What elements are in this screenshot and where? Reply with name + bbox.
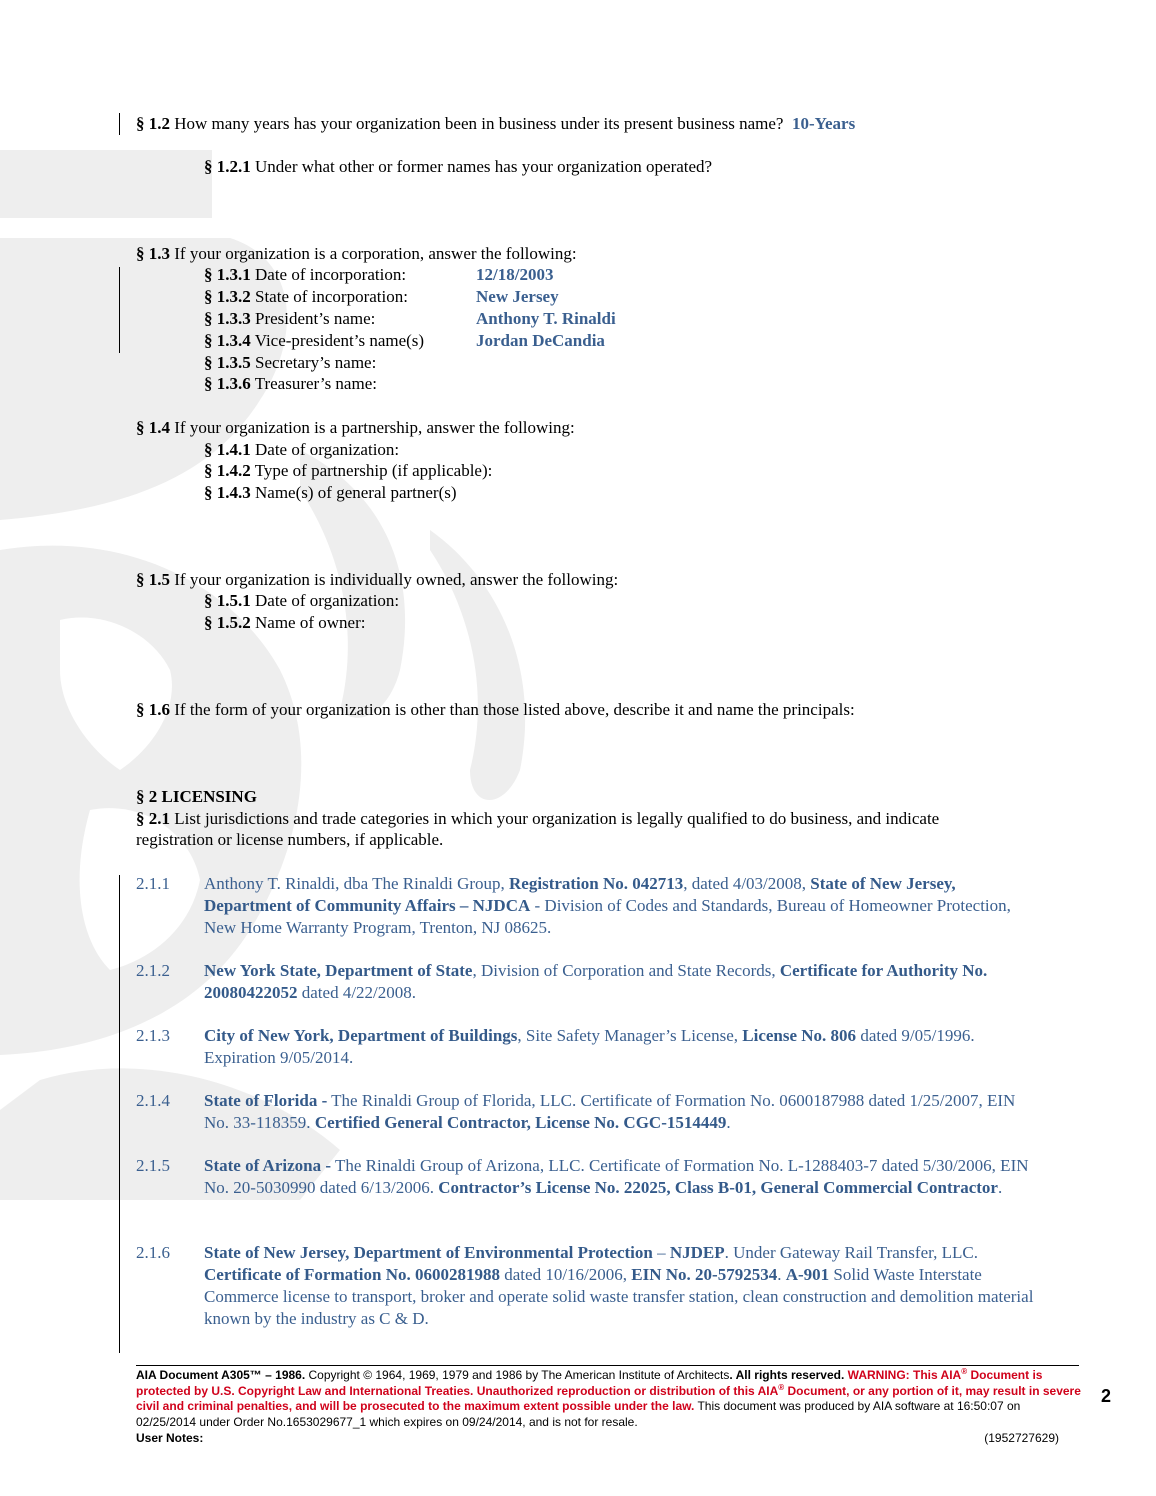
question-text: List jurisdictions and trade categories in which your organization is legally qualified to do business, and indicate [170,809,940,828]
document-id: AIA Document A305™ – 1986. [136,1368,306,1382]
license-entry-number: 2.1.3 [136,1026,170,1045]
question-text: If the form of your organization is other than those listed above, describe it and name the principals: [170,700,855,719]
license-entry-number: 2.1.2 [136,961,170,980]
footer-rule [136,1365,1079,1366]
license-entry-text [204,873,1034,939]
copyright-footer [136,1368,1082,1430]
answer-president: Anthony T. Rinaldi [476,309,616,328]
license-entry-bold: State of Arizona - [204,1156,332,1175]
question-2-1 [136,808,939,830]
warning-text-1: WARNING: This AIA [844,1368,962,1382]
change-bar [119,267,120,353]
license-entry-segment: , dated 4/03/2008, [683,874,811,893]
license-entry-text [204,960,1034,1004]
license-entry-segment: . [997,1178,1003,1197]
question-1-6 [136,699,855,721]
item-1-3-2 [204,286,408,308]
license-entry-text [204,1025,1034,1069]
item-label: Date of organization: [250,591,400,610]
item-label: Name(s) of general partner(s) [250,483,457,502]
question-text: How many years has your organization been in business under its present business name? [170,114,784,133]
license-entry-bold: State of Florida - [204,1091,328,1110]
item-1-3-3 [204,308,375,330]
item-label: Name of owner: [250,613,366,632]
user-notes-row [136,1431,1059,1445]
license-entry-text [204,1242,1034,1330]
produced-text: This document was produced by AIA software at 16:50:07 on 02/25/2014 under Order No.1653029677_1 which expires on 09/24/2014, and is not for resale. [136,1399,1021,1429]
item-label: Treasurer’s name: [250,374,377,393]
license-entry-segment: The Rinaldi Group of Arizona, LLC. Certificate of Formation No. L-1288403-7 dated 5/30/2006, EIN No. 20-5030990 dated 6/13/2006. [204,1156,1029,1197]
item-label: Date of organization: [250,440,400,459]
section-2-heading: § 2 LICENSING [136,787,257,806]
section-number: § 1.4 [136,418,170,437]
license-entry-number: 2.1.1 [136,874,170,893]
warning-text-2: Document is protected by U.S. Copyright Law and International Treaties. Unauthorized reproduction or distribution of this AIA [136,1368,1043,1398]
section-number: § 1.5 [136,570,170,589]
answer-state-incorporation: New Jersey [476,287,559,306]
license-entry-segment: dated 10/16/2006, [500,1265,632,1284]
section-number: § 1.3.4 [204,331,251,350]
license-entry-bold: Certified General Contractor, License No. CGC-1514449 [314,1113,727,1132]
change-bar [119,113,120,135]
section-number: § 1.2.1 [204,157,251,176]
license-entry-segment: - Division of Codes and Standards, Bureau of Homeowner Protection, New Home Warranty Program, Trenton, NJ 08625. [204,896,1011,937]
page-number: 2 [1101,1386,1112,1406]
license-entry-bold: Certificate for Authority No. 20080422052 [204,961,988,1002]
copyright-text: Copyright © 1964, 1969, 1979 and 1986 by The American Institute of Architects [305,1368,730,1382]
license-entry-segment: , Division of Corporation and State Records, [472,961,780,980]
section-number: § 1.4.2 [204,461,251,480]
license-entry-bold: Contractor’s License No. 22025, Class B-01, General Commercial Contractor [438,1178,998,1197]
question-text: If your organization is a partnership, answer the following: [170,418,575,437]
item-1-5-1 [204,590,399,612]
license-entry-segment: . [726,1113,731,1132]
item-label: President’s name: [250,309,376,328]
license-entry-text [204,1155,1034,1199]
registered-mark: ® [961,1367,968,1376]
license-entry-segment: dated 9/05/1996. Expiration 9/05/2014. [204,1026,975,1067]
license-entry-bold: State of New Jersey, Department of Environmental Protection [204,1243,653,1262]
change-bar [119,875,120,1353]
answer-years: 10-Years [791,114,856,133]
item-1-3-4 [204,330,424,352]
item-1-5-2 [204,612,365,634]
item-label: State of incorporation: [250,287,408,306]
section-number: § 1.5.1 [204,591,251,610]
license-entry-number: 2.1.6 [136,1243,170,1262]
section-number: § 1.3 [136,244,170,263]
item-label: Secretary’s name: [250,353,377,372]
question-2-1-cont: registration or license numbers, if applicable. [136,830,444,849]
section-number: § 1.3.2 [204,287,251,306]
question-1-4 [136,417,575,439]
license-entry-segment: The Rinaldi Group of Florida, LLC. Certificate of Formation No. 0600187988 dated 1/25/2007, EIN No. 33-118359. [204,1091,1016,1132]
license-entry-bold: City of New York, Department of Buildings [204,1026,518,1045]
question-text: Under what other or former names has your organization operated? [250,157,713,176]
question-1-2-1 [204,156,712,178]
license-entry-segment: – [652,1243,670,1262]
license-entry-segment: dated 4/22/2008. [297,983,417,1002]
question-text: If your organization is a corporation, answer the following: [170,244,577,263]
license-entry-number: 2.1.5 [136,1156,170,1175]
item-label: Type of partnership (if applicable): [250,461,493,480]
section-number: § 1.4.3 [204,483,251,502]
license-entry-number: 2.1.4 [136,1091,170,1110]
section-number: § 1.4.1 [204,440,251,459]
section-number: § 1.3.6 [204,374,251,393]
item-1-3-1 [204,264,406,286]
section-number: § 1.3.3 [204,309,251,328]
license-entry-bold: Registration No. 042713 [509,874,684,893]
item-1-3-5 [204,352,376,374]
question-1-3 [136,243,577,265]
question-1-5 [136,569,618,591]
section-number: § 2.1 [136,809,170,828]
section-number: § 1.3.5 [204,353,251,372]
license-entry-bold: A-901 [785,1265,830,1284]
rights-text: . All rights reserved. [729,1368,845,1382]
license-entry-bold: State of New Jersey, Department of Community Affairs – NJDCA [204,874,956,915]
answer-vice-president: Jordan DeCandia [476,331,605,350]
license-entry-bold: NJDEP [669,1243,725,1262]
item-label: Date of incorporation: [250,265,407,284]
item-label: Vice-president’s name(s) [250,331,425,350]
license-entry-bold: License No. 806 [742,1026,857,1045]
section-number: § 1.3.1 [204,265,251,284]
license-entry-segment: . Under Gateway Rail Transfer, LLC. [724,1243,978,1262]
item-1-3-6 [204,373,377,395]
item-1-4-1 [204,439,399,461]
license-entry-segment: Anthony T. Rinaldi, dba The Rinaldi Group, [204,874,510,893]
license-entry-segment: . [777,1265,786,1284]
registered-mark: ® [778,1382,785,1392]
section-number: § 1.5.2 [204,613,251,632]
license-entry-segment: , Site Safety Manager’s License, [517,1026,743,1045]
user-notes-label: User Notes: [136,1431,204,1445]
license-entry-bold: New York State, Department of State [204,961,473,980]
document-code: (1952727629) [984,1431,1059,1445]
section-number: § 1.2 [136,114,170,133]
item-1-4-3 [204,482,457,504]
item-1-4-2 [204,460,492,482]
question-1-2 [136,113,855,135]
answer-date-incorporation: 12/18/2003 [476,265,554,284]
question-text: If your organization is individually owned, answer the following: [170,570,619,589]
license-entry-bold: EIN No. 20-5792534 [631,1265,778,1284]
license-entry-bold: Certificate of Formation No. 0600281988 [204,1265,501,1284]
section-number: § 1.6 [136,700,170,719]
warning-text-3: Document, or any portion of it, may result in severe civil and criminal penalties, and will be prosecuted to the maximum extent possible under the law. [136,1383,1081,1413]
license-entry-text [204,1090,1034,1134]
license-entry-segment: Solid Waste Interstate Commerce license to transport, broker and operate solid waste transfer station, clean construction and demolition material known by the industry as C & D. [204,1265,1034,1328]
